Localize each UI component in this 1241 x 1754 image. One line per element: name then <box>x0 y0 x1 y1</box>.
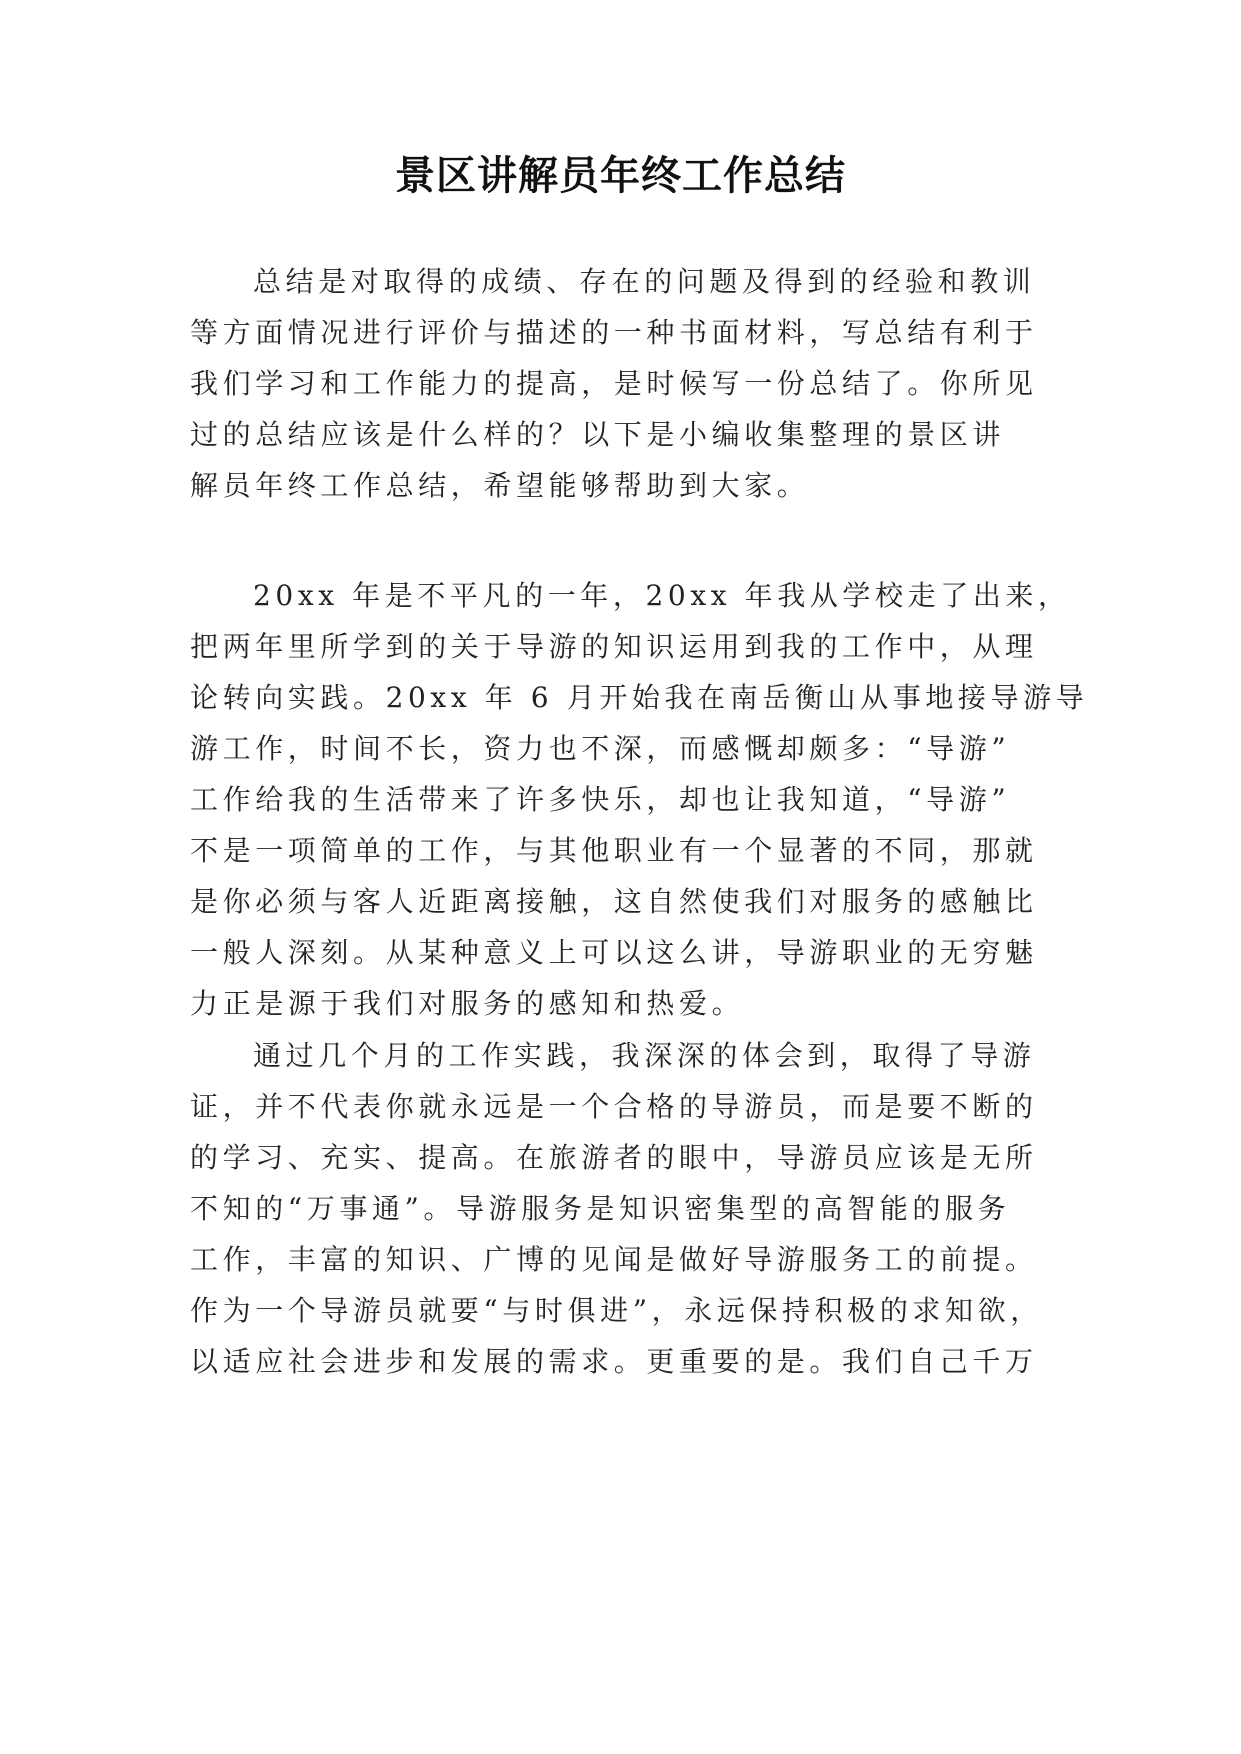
paragraph-line: 工作给我的生活带来了许多快乐，却也让我知道，“导游” <box>190 783 1011 816</box>
paragraph-line: 作为一个导游员就要“与时俱进”，永远保持积极的求知欲， <box>190 1294 1043 1327</box>
paragraph-line: 工作，丰富的知识、广博的见闻是做好导游服务工的前提。 <box>190 1243 1038 1276</box>
paragraph-line: 的学习、充实、提高。在旅游者的眼中，导游员应该是无所 <box>190 1141 1038 1174</box>
paragraph-line: 论转向实践。20xx 年 6 月开始我在南岳衡山从事地接导游导 <box>190 681 1089 714</box>
paragraph-line: 力正是源于我们对服务的感知和热爱。 <box>190 987 745 1020</box>
paragraph-line: 我们学习和工作能力的提高，是时候写一份总结了。你所见 <box>190 367 1038 400</box>
paragraph-line: 游工作，时间不长，资力也不深，而感慨却颇多：“导游” <box>190 732 1011 765</box>
paragraph-line: 解员年终工作总结，希望能够帮助到大家。 <box>190 469 810 502</box>
paragraph-line: 不知的“万事通”。导游服务是知识密集型的高智能的服务 <box>190 1192 1011 1225</box>
paragraph-line: 以适应社会进步和发展的需求。更重要的是。我们自己千万 <box>190 1345 1038 1378</box>
paragraph-line: 等方面情况进行评价与描述的一种书面材料，写总结有利于 <box>190 316 1038 349</box>
paragraph-line: 20xx 年是不平凡的一年，20xx 年我从学校走了出来， <box>253 579 1071 612</box>
paragraph-line: 过的总结应该是什么样的？以下是小编收集整理的景区讲 <box>190 418 1006 451</box>
paragraph-line: 是你必须与客人近距离接触，这自然使我们对服务的感触比 <box>190 885 1038 918</box>
paragraph-line: 把两年里所学到的关于导游的知识运用到我的工作中，从理 <box>190 630 1038 663</box>
paragraph-line: 不是一项简单的工作，与其他职业有一个显著的不同，那就 <box>190 834 1038 867</box>
paragraph-line: 证，并不代表你就永远是一个合格的导游员，而是要不断的 <box>190 1090 1038 1123</box>
paragraph-line: 通过几个月的工作实践，我深深的体会到，取得了导游 <box>253 1039 1036 1072</box>
paragraph-line: 总结是对取得的成绩、存在的问题及得到的经验和教训 <box>253 265 1036 298</box>
document-title: 景区讲解员年终工作总结 <box>395 153 846 199</box>
paragraph-line: 一般人深刻。从某种意义上可以这么讲，导游职业的无穷魅 <box>190 936 1038 969</box>
